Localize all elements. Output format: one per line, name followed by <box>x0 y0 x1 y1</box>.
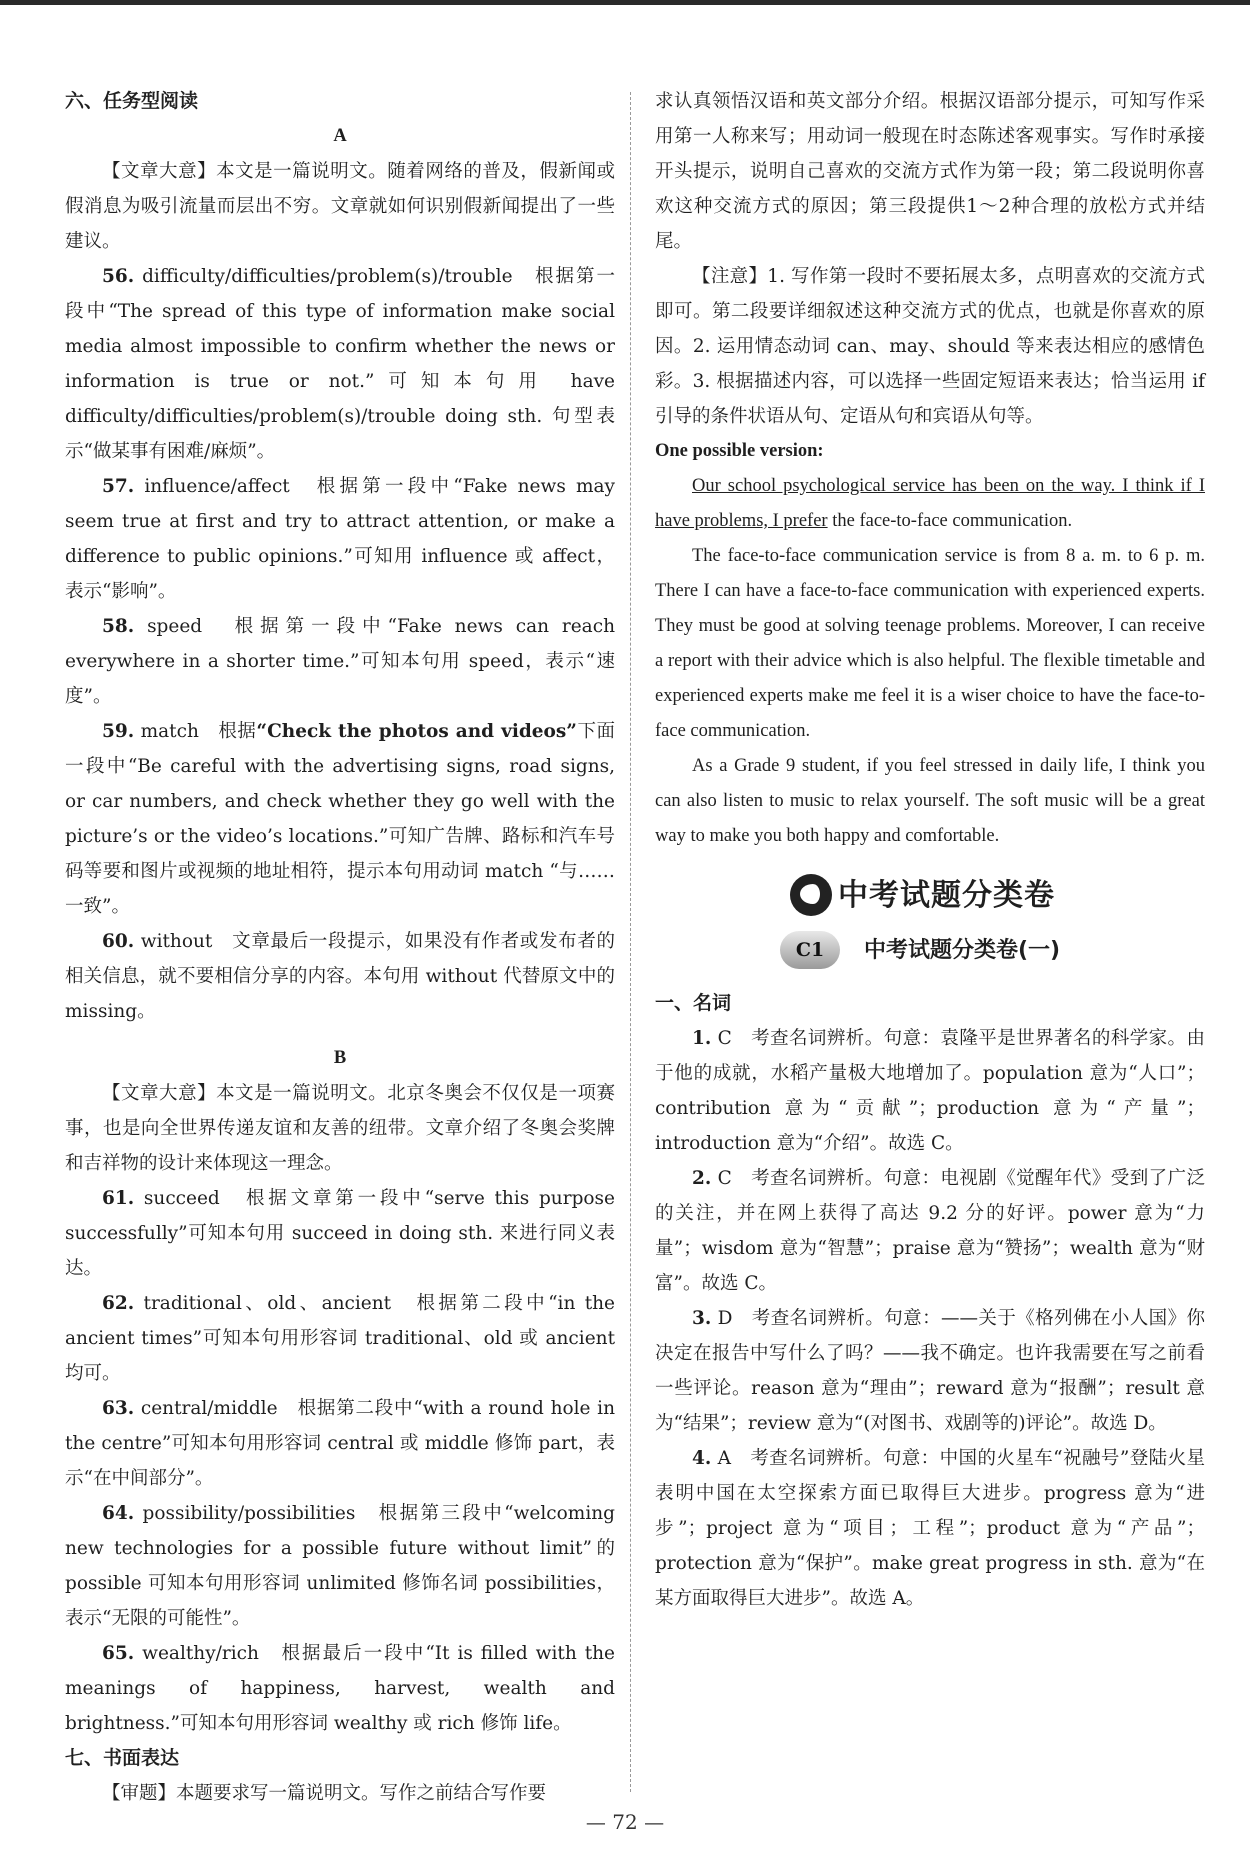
passage-a-summary: 【文章大意】本文是一篇说明文。随着网络的普及，假新闻或假消息为吸引流量而层出不穷。文章就如何识别假新闻提出了一些建议。 <box>65 161 615 252</box>
answer-57 <box>65 469 615 609</box>
answer-text: without 文章最后一段提示，如果没有作者或发布者的相关信息，就不要相信分享的内容。本句用 without 代替原文中的 missing。 <box>65 931 615 1022</box>
chapter-logo-icon <box>790 874 832 916</box>
answer-number: 62. <box>102 1293 135 1314</box>
sub-chapter-badge: C1 <box>780 931 840 969</box>
answer-64 <box>65 1496 615 1636</box>
essay-underlined-opening: Our school psychological service has been on the way. I think if I have problems, I prefer <box>655 476 1205 531</box>
part-b-heading: B <box>333 1048 347 1068</box>
answer-text: central/middle 根据第二段中“with a round hole in the centre”可知本句用形容词 central 或 middle 修饰 part，表示“在中间部分”。 <box>65 1398 615 1489</box>
answer-number: 64. <box>102 1503 135 1524</box>
writing-note: 【注意】1. 写作第一段时不要拓展太多，点明喜欢的交流方式即可。第二段要详细叙述这种交流方式的优点，也就是你喜欢的原因。2. 运用情态动词 can、may、should 等来表达相应的感情色彩。3. 根据描述内容，可以选择一些固定短语来表达；恰当运用 if 引导的条件状语从句、定语从句和宾语从句等。 <box>655 266 1205 427</box>
chapter-banner <box>655 870 1205 920</box>
answer-number: 59. <box>102 721 135 742</box>
answer-text: A 考查名词辨析。句意：中国的火星车“祝融号”登陆火星表明中国在太空探索方面已取得巨大进步。progress 意为“进步”；project 意为“项目；工程”；product 意为“产品”；protection 意为“保护”。make great progress in sth. 意为“在某方面取得巨大进步”。故选 A。 <box>655 1448 1205 1609</box>
left-column <box>65 84 615 1811</box>
answer-number: 65. <box>102 1643 135 1664</box>
answer-number: 1. <box>692 1028 712 1049</box>
section-7-title: 七、书面表达 <box>65 1747 180 1769</box>
answer-r2 <box>655 1161 1205 1301</box>
answer-number: 58. <box>102 616 135 637</box>
answer-text: D 考查名词辨析。句意：——关于《格列佛在小人国》你决定在报告中写什么了吗？——我不确定。也许我需要在写之前看一些评论。reason 意为“理由”；reward 意为“报酬”；result 意为“结果”；review 意为“(对图书、戏剧等的)评论”。故选 D。 <box>655 1308 1205 1434</box>
answer-text: wealthy/rich 根据最后一段中“It is filled with the meanings of happiness, harvest, wealth and brightness.”可知本句用形容词 wealthy 或 rich 修饰 life。 <box>65 1643 616 1734</box>
essay-paragraph-2: The face-to-face communication service is from 8 a. m. to 6 p. m. There I can have a face-to-face communication with experienced experts. They must be good at solving teenage problems. Moreover, I can receive a report with their advice which is also helpful. The flexible timetable and experienced experts make me feel it is a wiser choice to have the face-to-face communication. <box>655 546 1205 741</box>
section-6-title: 六、任务型阅读 <box>65 90 199 112</box>
answer-r3 <box>655 1301 1205 1441</box>
bold-heading-ref: “Check the photos and videos” <box>256 721 577 742</box>
answer-number: 61. <box>102 1188 135 1209</box>
essay-paragraph-3: As a Grade 9 student, if you feel stressed in daily life, I think you can also listen to music to relax yourself. The soft music will be a great way to make you both happy and comfortable. <box>655 756 1205 846</box>
right-column <box>655 84 1205 1616</box>
answer-r1 <box>655 1021 1205 1161</box>
answer-text: C 考查名词辨析。句意：电视剧《觉醒年代》受到了广泛的关注，并在网上获得了高达 9.2 分的好评。power 意为“力量”；wisdom 意为“智慧”；praise 意为“赞扬”；wealth 意为“财富”。故选 C。 <box>655 1168 1205 1294</box>
answer-text: 下面一段中“Be careful with the advertising signs, road signs, or car numbers, and check whether they go well with the picture’s or the video’s locations.”可知广告牌、路标和汽车号码等要和图片或视频的地址相符，提示本句用动词 match “与……一致”。 <box>65 721 615 917</box>
chapter-title: 中考试题分类卷 <box>838 877 1055 913</box>
section-1-title: 一、名词 <box>655 992 732 1014</box>
answer-text: C 考查名词辨析。句意：袁隆平是世界著名的科学家。由于他的成就，水稻产量极大地增加了。population 意为“人口”；contribution 意为“贡献”；production 意为“产量”；introduction 意为“介绍”。故选 C。 <box>655 1028 1205 1154</box>
essay-paragraph-1 <box>655 469 1205 539</box>
top-border <box>0 0 1250 5</box>
answer-text: influence/affect 根据第一段中“Fake news may seem true at first and try to attract attention, or make a difference to public opinions.”可知用 influence 或 affect，表示“影响”。 <box>65 476 615 602</box>
part-a-heading: A <box>333 126 347 146</box>
answer-text: speed 根据第一段中“Fake news can reach everywhere in a shorter time.”可知本句用 speed，表示“速度”。 <box>65 616 615 707</box>
answer-r4 <box>655 1441 1205 1616</box>
answer-number: 60. <box>102 931 135 952</box>
answer-text: possibility/possibilities 根据第三段中“welcoming new technologies for a possible future without limit”的 possible 可知本句用形容词 unlimited 修饰名词 possibilities，表示“无限的可能性”。 <box>65 1503 615 1629</box>
answer-number: 4. <box>692 1448 712 1469</box>
answer-number: 63. <box>102 1398 135 1419</box>
sub-chapter-title: 中考试题分类卷(一) <box>864 937 1061 963</box>
answer-58 <box>65 609 615 714</box>
answer-number: 57. <box>102 476 135 497</box>
writing-review-start: 【审题】本题要求写一篇说明文。写作之前结合写作要 <box>102 1783 547 1804</box>
answer-56 <box>65 259 615 469</box>
passage-b-summary: 【文章大意】本文是一篇说明文。北京冬奥会不仅仅是一项赛事，也是向全世界传递友谊和友善的纽带。文章介绍了冬奥会奖牌和吉祥物的设计来体现这一理念。 <box>65 1083 615 1174</box>
answer-number: 2. <box>692 1168 712 1189</box>
sub-chapter-header <box>655 928 1205 972</box>
answer-61 <box>65 1181 615 1286</box>
sample-version-label: One possible version: <box>655 441 824 461</box>
answer-number: 56. <box>102 266 135 287</box>
answer-63 <box>65 1391 615 1496</box>
answer-text: succeed 根据文章第一段中“serve this purpose successfully”可知本句用 succeed in doing sth. 来进行同义表达。 <box>65 1188 615 1279</box>
answer-60 <box>65 924 615 1029</box>
page-number: — 72 — <box>585 1810 665 1834</box>
answer-65 <box>65 1636 615 1741</box>
answer-text: difficulty/difficulties/problem(s)/trouble 根据第一段中“The spread of this type of information make social media almost impossible to confirm whether the news or information is true or not.”可知本句用 have difficulty/difficulties/problem(s)/trouble doing sth. 句型表示“做某事有困难/麻烦”。 <box>65 266 615 462</box>
writing-review-continued: 求认真领悟汉语和英文部分介绍。根据汉语部分提示，可知写作采用第一人称来写；用动词一般现在时态陈述客观事实。写作时承接开头提示，说明自己喜欢的交流方式作为第一段；第二段说明你喜欢这种交流方式的原因；第三段提供1～2种合理的放松方式并结尾。 <box>655 91 1205 252</box>
answer-text: traditional、old、ancient 根据第二段中“in the ancient times”可知本句用形容词 traditional、old 或 ancient 均可。 <box>65 1293 615 1384</box>
answer-59 <box>65 714 615 924</box>
answer-number: 3. <box>692 1308 712 1329</box>
essay-text: the face-to-face communication. <box>827 511 1073 531</box>
answer-62 <box>65 1286 615 1391</box>
answer-text: match 根据 <box>140 721 257 742</box>
column-divider <box>630 92 631 1792</box>
